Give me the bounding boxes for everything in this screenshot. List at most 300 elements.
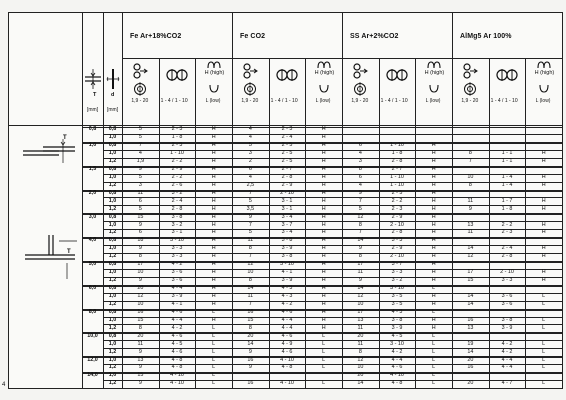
setting-cell: L (212, 372, 216, 379)
setting-cell: 15 (467, 277, 474, 284)
setting-cell: L (542, 364, 546, 371)
setting-cell: 1 - 10 (390, 173, 404, 180)
setting-cell: 4 - 2 (281, 300, 293, 307)
wire-diameter-cell: 1,2 (108, 205, 117, 212)
wire-diameter-cell: 1,0 (108, 197, 117, 204)
setting-cell: 6 (248, 165, 252, 172)
setting-cell: 2 - 2 (501, 221, 513, 228)
setting-cell: 20 (137, 285, 144, 292)
setting-cell: 15 (137, 213, 144, 220)
setting-cell: 8 (358, 221, 362, 228)
setting-cell: 3 - 6 (171, 277, 183, 284)
wire-diameter-cell: 1,0 (108, 316, 117, 323)
setting-cell: 12 (247, 261, 254, 268)
setting-cell: 8 (358, 165, 362, 172)
setting-cell: 14 (357, 285, 364, 292)
setting-cell: H (431, 158, 436, 165)
setting-cell: H (211, 261, 216, 268)
setting-cell: L (432, 285, 436, 292)
setting-cell: H (431, 165, 436, 172)
setting-cell: 2 - 9 (281, 181, 293, 188)
setting-cell: 14 (467, 292, 474, 299)
inductance-high-label: H (high) (534, 70, 555, 76)
setting-cell: 4 - 3 (281, 285, 293, 292)
setting-cell: H (321, 150, 326, 157)
setting-cell: 17 (137, 261, 144, 268)
setting-cell: H (321, 165, 326, 172)
group-title: Fe Ar+18%CO2 (130, 33, 182, 40)
setting-cell: 3 (248, 150, 252, 157)
setting-cell: 14 (247, 340, 254, 347)
thickness-cell: 3,0 (88, 213, 97, 220)
setting-cell: H (211, 245, 216, 252)
wire-diameter-cell: 1,2 (108, 364, 117, 371)
setting-cell: L (542, 300, 546, 307)
setting-cell: L (322, 340, 326, 347)
setting-cell: 1,9 (136, 158, 145, 165)
drive-rolls-icon (386, 68, 408, 82)
setting-cell: H (211, 277, 216, 284)
wire-feed-icon (132, 62, 148, 80)
setting-cell: 4 - 2 (171, 261, 183, 268)
setting-cell: H (211, 292, 216, 299)
setting-cell: 4 - 10 (280, 380, 294, 387)
wire-diameter-cell: 1,0 (108, 372, 117, 379)
setting-cell: 2 - 4 (171, 197, 183, 204)
setting-cell: 7 (248, 221, 252, 228)
setting-cell: H (431, 277, 436, 284)
wire-diameter-cell: 1,0 (108, 173, 117, 180)
setting-cell: 4 - 10 (390, 372, 404, 379)
setting-cell: 7 (248, 253, 252, 260)
setting-cell: 3 - 5 (391, 292, 403, 299)
setting-cell: 3 (138, 181, 142, 188)
setting-cell: 4 - 6 (281, 332, 293, 339)
setting-cell: 9 (138, 380, 142, 387)
setting-cell: 1 - 1 (501, 158, 513, 165)
setting-cell: 3 - 9 (171, 292, 183, 299)
setting-cell: 3 - 10 (390, 340, 404, 347)
setting-cell: 2 - 5 (281, 142, 293, 149)
setting-cell: H (431, 253, 436, 260)
setting-cell: 4 - 2 (501, 340, 513, 347)
setting-cell: 2 - 10 (500, 269, 514, 276)
setting-cell: 2 - 3 (171, 126, 183, 133)
setting-cell: L (212, 364, 216, 371)
setting-cell: L (212, 324, 216, 331)
setting-cell: H (431, 189, 436, 196)
setting-cell: 2 - 3 (281, 126, 293, 133)
thickness-cell: 14,0 (87, 372, 98, 379)
setting-cell: 3 - 9 (281, 245, 293, 252)
setting-cell: H (211, 142, 216, 149)
thickness-header: T (93, 92, 97, 98)
setting-cell: 4 (248, 134, 252, 141)
setting-cell: 2 - 8 (391, 229, 403, 236)
setting-cell: H (431, 261, 436, 268)
setting-cell: 2 - 9 (391, 213, 403, 220)
setting-cell: 2 - 10 (390, 253, 404, 260)
setting-cell: 9 (358, 189, 362, 196)
setting-cell: 4 (138, 150, 142, 157)
setting-cell: 5 (138, 126, 142, 133)
setting-cell: 16 (247, 308, 254, 315)
setting-cell: 13 (467, 324, 474, 331)
thickness-cell: 2,0 (88, 189, 97, 196)
setting-cell: L (542, 316, 546, 323)
setting-cell: H (431, 245, 436, 252)
inductance-low-icon (429, 84, 439, 93)
setting-cell: 1 - 10 (390, 181, 404, 188)
setting-cell: 3 - 2 (391, 277, 403, 284)
inductance-low-label: L (low) (535, 98, 551, 104)
setting-cell: H (541, 205, 546, 212)
setting-cell: 9 (358, 245, 362, 252)
setting-cell: H (211, 158, 216, 165)
setting-cell: 4 - 3 (281, 292, 293, 299)
setting-cell: 3,5 (246, 205, 255, 212)
setting-cell: H (211, 173, 216, 180)
setting-cell: H (321, 308, 326, 315)
setting-cell: 20 (247, 332, 254, 339)
setting-cell: 8 (468, 150, 472, 157)
setting-cell: 2 - 5 (281, 150, 293, 157)
wire-feed-range: 1,9 - 20 (131, 98, 149, 104)
inductance-high-icon (317, 60, 331, 69)
setting-cell: 20 (467, 380, 474, 387)
setting-cell: 8 (468, 181, 472, 188)
setting-cell: H (321, 229, 326, 236)
setting-cell: 3 - 4 (281, 229, 293, 236)
setting-cell: 9 (468, 205, 472, 212)
setting-cell: 11 (467, 197, 474, 204)
group-title: AlMg5 Ar 100% (460, 33, 512, 40)
setting-cell: 4 - 4 (501, 356, 513, 363)
inductance-high-icon (537, 60, 551, 69)
setting-cell: 4 - 2 (171, 324, 183, 331)
setting-cell: H (321, 197, 326, 204)
inductance-low-icon (209, 84, 219, 93)
setting-cell: H (431, 142, 436, 149)
setting-cell: 10 (467, 173, 474, 180)
diagram-label-t2: T (67, 249, 71, 255)
setting-cell: H (431, 300, 436, 307)
setting-cell: 2 - 4 (281, 134, 293, 141)
setting-cell: H (321, 126, 326, 133)
setting-cell: 2 - 9 (171, 165, 183, 172)
setting-cell: 3 - 9 (501, 324, 513, 331)
setting-cell: 12 (357, 213, 364, 220)
setting-cell: H (431, 213, 436, 220)
setting-cell: 16 (467, 364, 474, 371)
setting-cell: 4 - 1 (171, 300, 183, 307)
thickness-cell: 0,8 (88, 126, 97, 133)
setting-cell: 2 - 2 (391, 197, 403, 204)
setting-cell: 20 (467, 356, 474, 363)
setting-cell: 2 - 5 (281, 158, 293, 165)
setting-cell: 3 - 10 (280, 261, 294, 268)
thickness-cell: 5,0 (88, 261, 97, 268)
inductance-low-icon (539, 84, 549, 93)
setting-cell: 3 - 2 (171, 189, 183, 196)
wire-diameter-cell: 0,8 (108, 261, 117, 268)
setting-cell: 4 (358, 181, 362, 188)
setting-cell: H (321, 324, 326, 331)
setting-cell: 3 - 10 (170, 237, 184, 244)
setting-cell: H (211, 253, 216, 260)
setting-cell: 8 (138, 253, 142, 260)
wire-diameter-header: d (111, 92, 115, 98)
setting-cell: H (321, 181, 326, 188)
setting-cell: 17 (467, 269, 474, 276)
setting-cell: 4 - 10 (280, 356, 294, 363)
setting-cell: 3 - 8 (501, 316, 513, 323)
setting-cell: 9 (138, 165, 142, 172)
setting-cell: 12 (357, 356, 364, 363)
inductance-high-label: H (high) (314, 70, 335, 76)
setting-cell: H (321, 300, 326, 307)
setting-cell: H (431, 237, 436, 244)
setting-cell: 4 (248, 126, 252, 133)
setting-cell: 7 (358, 197, 362, 204)
setting-cell: 5 (138, 173, 142, 180)
setting-cell: H (541, 269, 546, 276)
header-bottom-line (9, 125, 82, 126)
setting-cell: 4 - 6 (171, 332, 183, 339)
setting-cell: 10 (357, 364, 364, 371)
setting-cell: H (321, 142, 326, 149)
setting-cell: H (541, 221, 546, 228)
wire-feed-range: 1,9 - 20 (461, 98, 479, 104)
setting-cell: 20 (357, 332, 364, 339)
setting-cell: 4 - 5 (391, 332, 403, 339)
setting-cell: 4 - 4 (501, 364, 513, 371)
setting-cell: 2 - 7 (281, 165, 293, 172)
setting-cell: H (321, 158, 326, 165)
setting-cell: 6 (358, 173, 362, 180)
setting-cell: H (321, 261, 326, 268)
group-title: SS Ar+2%CO2 (350, 33, 399, 40)
setting-cell: 11 (467, 229, 474, 236)
setting-cell: 3 - 9 (281, 277, 293, 284)
setting-cell: 4 - 8 (171, 356, 183, 363)
wire-diameter-cell: 1,2 (108, 348, 117, 355)
inductance-high-label: H (high) (204, 70, 225, 76)
inductance-low-label: L (low) (205, 98, 221, 104)
setting-cell: 9 (138, 364, 142, 371)
wire-diameter-cell: 1,0 (108, 269, 117, 276)
wire-diameter-cell: 0,8 (108, 189, 117, 196)
setting-cell: 1 - 10 (170, 150, 184, 157)
setting-cell: L (542, 348, 546, 355)
setting-cell: 17 (357, 261, 364, 268)
wire-diameter-cell: 1,2 (108, 300, 117, 307)
setting-cell: 4 - 7 (501, 380, 513, 387)
wire-diameter-cell: 0,8 (108, 126, 117, 133)
wire-diameter-cell: 1,0 (108, 134, 117, 141)
setting-cell: 2 - 5 (391, 189, 403, 196)
setting-cell: 1 - 8 (391, 150, 403, 157)
inductance-low-label: L (low) (315, 98, 331, 104)
setting-cell: H (321, 237, 326, 244)
setting-cell: L (212, 380, 216, 387)
setting-cell: 4 - 1 (281, 269, 293, 276)
voltage-range: 1 - 4 / 1 - 10 (380, 98, 408, 104)
setting-cell: 7 (248, 189, 252, 196)
spool-icon (353, 82, 367, 96)
setting-cell: 3 - 3 (171, 245, 183, 252)
setting-cell: 4 - 10 (170, 372, 184, 379)
setting-cell: L (212, 356, 216, 363)
setting-cell: 3 - 6 (171, 269, 183, 276)
wire-diameter-cell: 1,0 (108, 150, 117, 157)
setting-cell: L (432, 364, 436, 371)
setting-cell: 1 - 7 (501, 197, 513, 204)
setting-cell: 8 (248, 277, 252, 284)
setting-cell: H (431, 150, 436, 157)
setting-cell: H (211, 197, 216, 204)
setting-cell: H (211, 221, 216, 228)
setting-cell: 4 - 8 (281, 364, 293, 371)
wire-diameter-cell: 1,2 (108, 324, 117, 331)
setting-cell: 3 - 3 (501, 277, 513, 284)
wire-diameter-cell: 0,8 (108, 308, 117, 315)
setting-cell: 5 (138, 134, 142, 141)
setting-cell: 2 - 8 (171, 205, 183, 212)
setting-cell: 8 (248, 245, 252, 252)
lap-joint-diagram (21, 135, 77, 171)
setting-cell: H (541, 181, 546, 188)
wire-diameter-cell: 1,0 (108, 356, 117, 363)
setting-cell: H (211, 134, 216, 141)
wire-diameter-cell: 0,8 (108, 285, 117, 292)
setting-cell: 7 (138, 142, 142, 149)
wire-diameter-cell: 0,8 (108, 213, 117, 220)
setting-cell: 3 - 4 (281, 213, 293, 220)
setting-cell: H (541, 173, 546, 180)
setting-cell: 1 - 8 (501, 205, 513, 212)
setting-cell: H (211, 181, 216, 188)
setting-cell: 8 (138, 324, 142, 331)
setting-cell: 2 - 10 (390, 221, 404, 228)
setting-cell: 3 - 7 (391, 261, 403, 268)
setting-cell: 2 - 7 (391, 165, 403, 172)
setting-cell: H (211, 205, 216, 212)
thickness-cell: 1,5 (88, 165, 97, 172)
setting-cell: 11 (357, 340, 364, 347)
setting-cell: L (322, 348, 326, 355)
setting-cell: 20 (137, 332, 144, 339)
setting-cell: H (541, 197, 546, 204)
setting-cell: 1 - 4 (501, 173, 513, 180)
setting-cell: H (431, 324, 436, 331)
setting-cell: 4 (248, 173, 252, 180)
setting-cell: H (321, 277, 326, 284)
setting-cell: 8 (358, 253, 362, 260)
setting-cell: 2 - 10 (280, 189, 294, 196)
setting-cell: 2 - 3 (501, 229, 513, 236)
setting-cell: 2 (248, 158, 252, 165)
t-joint-diagram (23, 233, 79, 283)
setting-cell: 10 (137, 269, 144, 276)
wire-diameter-cell: 0,8 (108, 165, 117, 172)
setting-cell: 9 (248, 348, 252, 355)
setting-cell: 1 - 4 (501, 181, 513, 188)
setting-cell: L (542, 292, 546, 299)
drive-rolls-icon (276, 68, 298, 82)
setting-cell: 16 (137, 308, 144, 315)
setting-cell: 7 (248, 300, 252, 307)
setting-cell: 9 (358, 277, 362, 284)
setting-cell: H (321, 269, 326, 276)
setting-cell: 13 (467, 221, 474, 228)
setting-cell: 4 - 8 (391, 380, 403, 387)
setting-cell: 7 (358, 229, 362, 236)
inductance-high-label: H (high) (424, 70, 445, 76)
setting-cell: H (431, 229, 436, 236)
setting-cell: H (321, 253, 326, 260)
page-number: 4 (2, 382, 6, 388)
setting-cell: 16 (467, 316, 474, 323)
inductance-low-icon (319, 84, 329, 93)
setting-cell: 3 - 2 (171, 221, 183, 228)
setting-cell: H (541, 229, 546, 236)
wire-diameter-unit: [mm] (107, 107, 119, 113)
setting-cell: 3 - 9 (391, 324, 403, 331)
setting-cell: 4 - 2 (391, 348, 403, 355)
setting-cell: H (211, 285, 216, 292)
setting-cell: 15 (137, 372, 144, 379)
setting-cell: 13 (357, 316, 364, 323)
setting-cell: 1 - 10 (390, 142, 404, 149)
setting-cell: H (211, 126, 216, 133)
setting-cell: 14 (357, 380, 364, 387)
setting-cell: 6 (138, 229, 142, 236)
setting-cell: 2 - 8 (391, 158, 403, 165)
setting-cell: 3 - 5 (391, 300, 403, 307)
drive-rolls-icon (496, 68, 518, 82)
setting-cell: 4 - 4 (281, 316, 293, 323)
setting-cell: 12 (137, 292, 144, 299)
setting-cell: 3 - 3 (171, 253, 183, 260)
setting-cell: 2,5 (246, 181, 255, 188)
wire-diameter-cell: 1,0 (108, 245, 117, 252)
setting-cell: L (322, 356, 326, 363)
setting-cell: L (432, 348, 436, 355)
setting-cell: 5 (138, 205, 142, 212)
setting-cell: 5 (248, 197, 252, 204)
setting-cell: H (431, 269, 436, 276)
setting-cell: 3 (358, 158, 362, 165)
voltage-range: 1 - 4 / 1 - 10 (270, 98, 298, 104)
setting-cell: 17 (357, 308, 364, 315)
setting-cell: L (322, 364, 326, 371)
thickness-cell: 8,0 (88, 308, 97, 315)
setting-cell: 12 (467, 253, 474, 260)
wire-diameter-cell: 1,2 (108, 158, 117, 165)
voltage-range: 1 - 4 / 1 - 10 (490, 98, 518, 104)
setting-cell: 5 (248, 229, 252, 236)
setting-cell: H (211, 150, 216, 157)
setting-cell: H (321, 316, 326, 323)
setting-cell: 3 - 1 (171, 229, 183, 236)
setting-cell: H (321, 205, 326, 212)
setting-cell: H (211, 300, 216, 307)
setting-cell: H (541, 245, 546, 252)
setting-cell: L (542, 356, 546, 363)
setting-cell: H (211, 213, 216, 220)
setting-cell: 10 (137, 300, 144, 307)
